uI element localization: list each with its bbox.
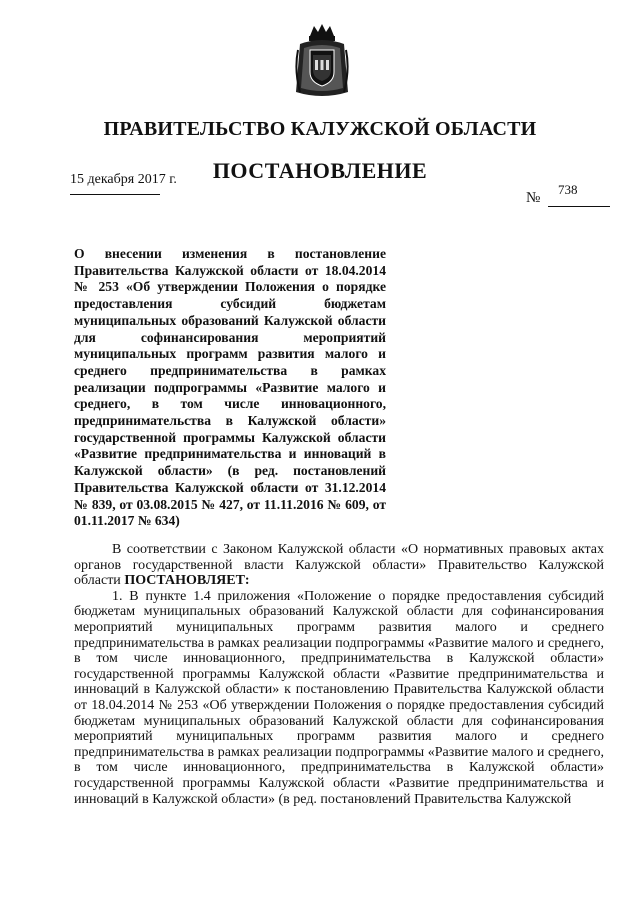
item-1-paragraph: 1. В пункте 1.4 приложения «Положение о порядке предоставления субсидий бюджетам муниципальных образований Калужской области для софинансирования мероприятий муниципальных программ развития малого и среднего предпринимательства в рамках реализации подпрограммы «Развитие малого и среднего, в том числе инновационного, предпринимательства в Калужской области» государственной программы Калужской области «Развитие предпринимательства и инноваций в Калужской области» к постановлению Правительства Калужской области от 18.04.2014 № 253 «Об утверждении Положения о порядке предоставления субсидий бюджетам муниципальных образований Калужской области для софинансирования мероприятий муниципальных программ развития малого и среднего предпринимательства в рамках реализации подпрограммы «Развитие малого и среднего, в том числе инновационного, предпринимательства в Калужской области» государственной программы Калужской области «Развитие предпринимательства и инноваций в Калужской области» (в ред. постановлений Правительства Калужской bbox=[74, 588, 604, 807]
date-underline bbox=[70, 194, 160, 195]
preamble-paragraph bbox=[74, 542, 604, 589]
document-type-title: ПОСТАНОВЛЕНИЕ bbox=[212, 158, 428, 183]
number-underline bbox=[548, 206, 610, 207]
document-body bbox=[74, 542, 604, 807]
document-number: 738 bbox=[558, 182, 578, 197]
government-title: ПРАВИТЕЛЬСТВО КАЛУЖСКОЙ ОБЛАСТИ bbox=[103, 118, 537, 140]
kaluga-coat-of-arms-icon bbox=[294, 22, 350, 100]
decree-word: ПОСТАНОВЛЯЕТ: bbox=[124, 573, 250, 589]
document-date: 15 декабря 2017 г. bbox=[70, 172, 177, 187]
document-number-label: № bbox=[526, 190, 541, 206]
preamble-text: В соответствии с Законом Калужской области «О нормативных правовых актах органов государственной власти Калужской области» Правительство Калужской области bbox=[74, 542, 604, 589]
document-subject: О внесении изменения в постановление Правительства Калужской области от 18.04.2014 № 253 «Об утверждении Положения о порядке предоставления субсидий бюджетам муниципальных образований Калужской области для софинансирования мероприятий муниципальных программ развития малого и среднего предпринимательства в рамках реализации подпрограммы «Развитие малого и среднего, в том числе инновационного, предпринимательства в Калужской области» государственной программы Калужской области «Развитие предпринимательства и инноваций в Калужской области» (в ред. постановлений Правительства Калужской области от 31.12.2014 № 839, от 03.08.2015 № 427, от 11.11.2016 № 609, от 01.11.2017 № 634) bbox=[74, 246, 386, 529]
